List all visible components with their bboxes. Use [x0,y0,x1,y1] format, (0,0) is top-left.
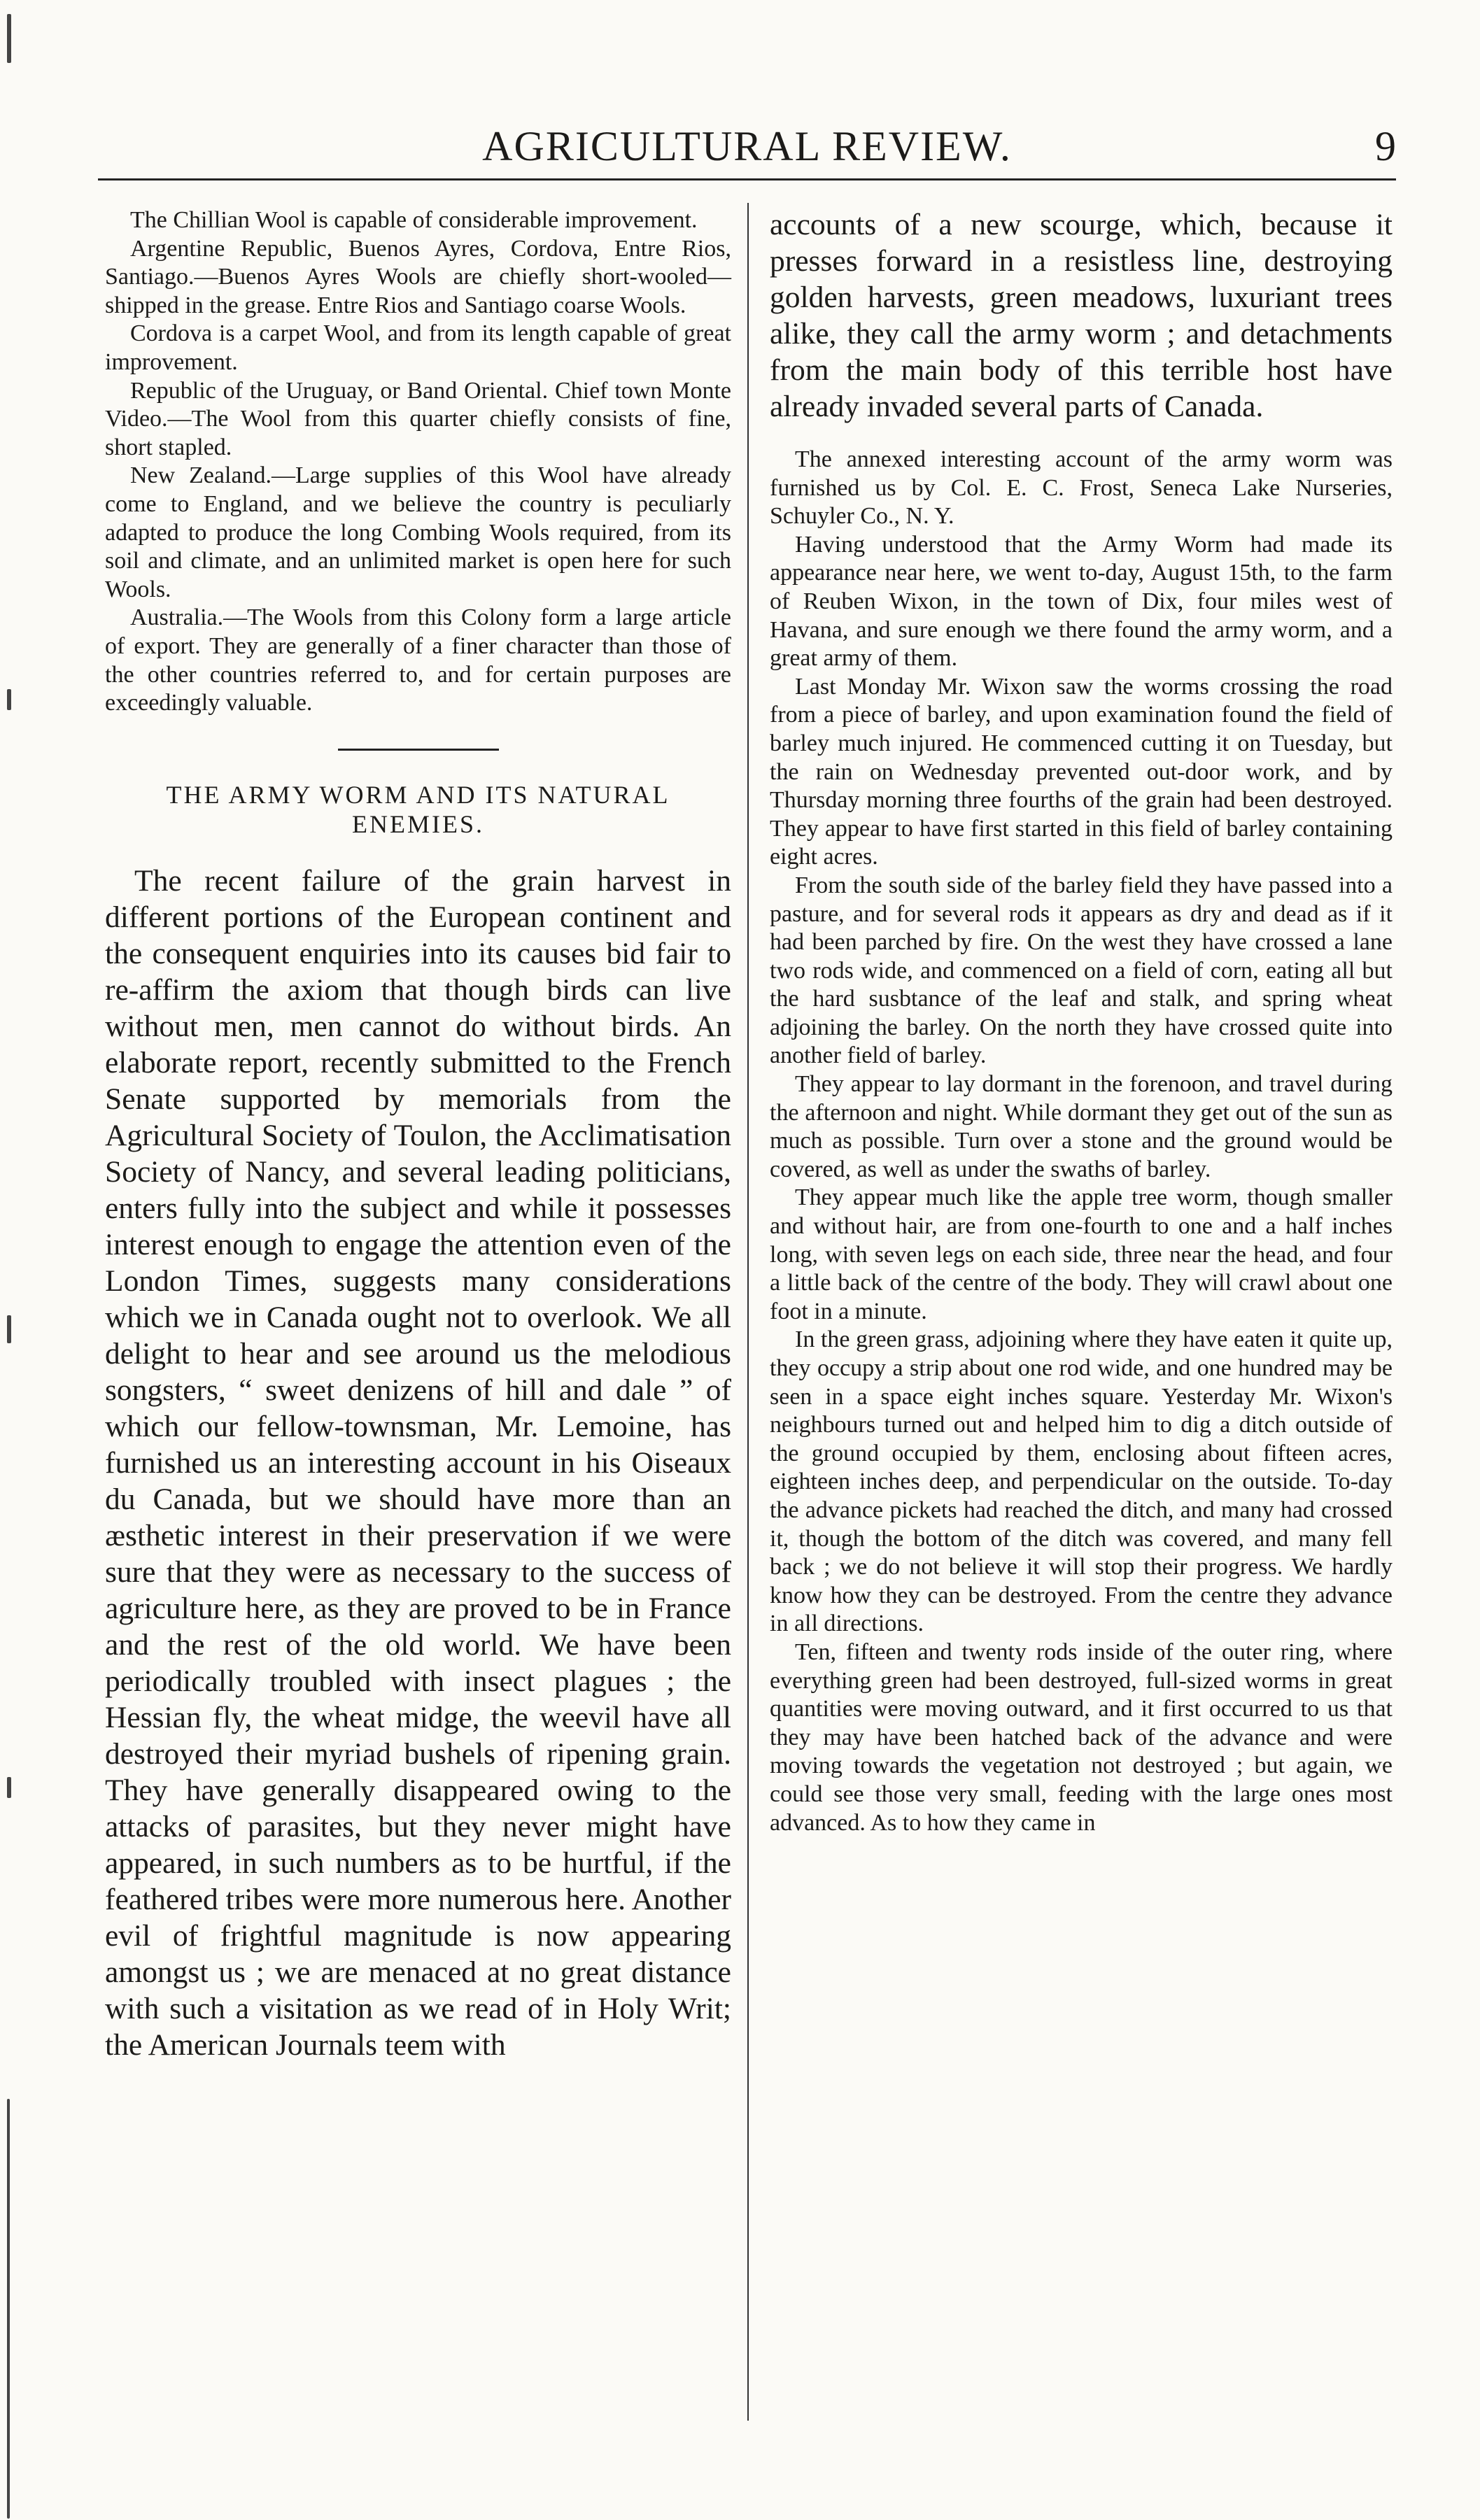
article-title-line: ENEMIES. [352,809,484,838]
report-paragraph: The annexed interesting account of the army worm was furnished us by Col. E. C. Frost, Seneca Lake Nurseries, Schuyler Co., N. Y. [770,446,1393,530]
wool-paragraph: Argentine Republic, Buenos Ayres, Cordova, Entre Rios, Santiago.—Buenos Ayres Wools are chiefly short-wooled—shipped in the grease. Entre Rios and Santiago coarse Wools. [105,235,731,318]
report-paragraph: They appear to lay dormant in the forenoon, and travel during the afternoon and night. While dormant they get out of the sun as much as possible. Turn over a stone and the ground would be covered, as well as under the swaths of barley. [770,1071,1393,1182]
wool-paragraph: Cordova is a carpet Wool, and from its length capable of great improvement. [105,320,731,375]
running-title: AGRICULTURAL REVIEW. [482,123,1012,169]
column-divider [747,203,749,2421]
report-paragraph: Ten, fifteen and twenty rods inside of the outer ring, where everything green had been destroyed, full-sized worms in great quantities were moving outward, and it first occurred to us that they may have been hatched back of the advance and were moving towards the vegetation not destroyed ; but again, we could see those very small, feeding with the large ones most advanced. As to how they came in [770,1638,1393,1836]
wool-paragraph: The Chillian Wool is capable of considerable improvement. [130,207,698,233]
report-paragraph: They appear much like the apple tree worm, though smaller and without hair, are from one-fourth to one and a half inches long, with seven legs on each side, three near the head, and four a little back of the centre of the body. They will crawl about one foot in a minute. [770,1184,1393,1324]
article-title [105,780,731,839]
left-column [105,206,731,2063]
wool-paragraph: New Zealand.—Large supplies of this Wool have already come to England, and we believe the country is peculiarly adapted to produce the long Combing Wools required, from its soil and climate, and an unlimited market is open here for such Wools. [105,462,731,602]
wool-paragraph: Republic of the Uruguay, or Band Oriental. Chief town Monte Video.—The Wool from this quarter chiefly consists of fine, short stapled. [105,377,731,460]
page-header [98,115,1396,180]
report-paragraph: From the south side of the barley field they have passed into a pasture, and for several rods it appears as dry and dead as if it had been parched by fire. On the west they have crossed a lane two rods wide, and commenced on a field of corn, eating all but the hard susbtance of the leaf and stalk, and spring wheat adjoining the barley. On the north they have crossed quite into another field of barley. [770,872,1393,1069]
article-paragraph: The recent failure of the grain harvest in different portions of the European continent and the consequent enquiries into its causes bid fair to re-affirm the axiom that though birds can live without men, men cannot do without birds. An elaborate report, recently submitted to the French Senate supported by memorials from the Agricultural Society of Toulon, the Acclimatisation Society of Nancy, and several leading politicians, enters fully into the subject and while it possesses interest enough to engage the attention even of the London Times, suggests many considerations which we in Canada ought not to overlook. We all delight to hear and see around us the melodious songsters, “ sweet denizens of hill and dale ” of which our fellow-townsman, Mr. Lemoine, has furnished us an interesting account in his Oiseaux du Canada, but we should have more than an æsthetic interest in their preservation if we were sure that they were as necessary to the success of agriculture here, as they are proved to be in France and the rest of the old world. We have been periodically troubled with insect plagues ; the Hessian fly, the wheat midge, the weevil have all destroyed their myriad bushels of ripening grain. They have generally disappeared owing to the attacks of parasites, but they never might have appeared, in such numbers as to be hurtful, if the feathered tribes were more numerous here. Another evil of frightful magnitude is now appearing amongst us ; we are menaced at no great distance with such a visitation as we read of in Holy Writ; the American Journals teem with [105,863,731,2062]
article-title-line: THE ARMY WORM AND ITS NATURAL [166,780,670,809]
wool-section [105,206,731,718]
report-paragraph: Last Monday Mr. Wixon saw the worms crossing the road from a piece of barley, and upon examination found the field of barley much injured. He commenced cutting it on Tuesday, but the rain on Wednesday prevented out-door work, and by Thursday morning three fourths of the grain had been destroyed. They appear to have first started in this field of barley containing eight acres. [770,673,1393,870]
wool-paragraph: Australia.—The Wools from this Colony form a large article of export. They are generally of a finer character than those of the other countries referred to, and for certain purposes are exceedingly valuable. [105,604,731,716]
article-body [105,863,731,2063]
report-paragraph: In the green grass, adjoining where they have eaten it quite up, they occupy a strip about one rod wide, and one hundred may be seen in a space eight inches square. Yesterday Mr. Wixon's neighbours turned out and helped him to dig a ditch outside of the ground occupied by them, enclosing about fifteen acres, eighteen inches deep, and perpendicular on the outside. To-day the advance pickets had reached the ditch, and many had crossed it, though the bottom of the ditch was covered, and many fell back ; we do not believe it will stop their progress. We hardly know how they can be destroyed. From the centre they advance in all directions. [770,1326,1393,1637]
report-paragraph: Having understood that the Army Worm had made its appearance near here, we went to-day, August 15th, to the farm of Reuben Wixon, in the town of Dix, four miles west of Havana, and sure enough we there found the army worm, and a great army of them. [770,531,1393,672]
section-separator [338,749,499,751]
right-column [770,206,1393,1837]
scan-margin [0,0,28,2520]
report-body [770,446,1393,1837]
continuation-paragraph: accounts of a new scourge, which, because it presses forward in a resistless line, destroying golden harvests, green meadows, luxuriant trees alike, they call the army worm ; and detachments from the main body of this terrible host have already invaded several parts of Canada. [770,208,1393,423]
page-number: 9 [1375,123,1396,169]
continuation-block [770,206,1393,425]
